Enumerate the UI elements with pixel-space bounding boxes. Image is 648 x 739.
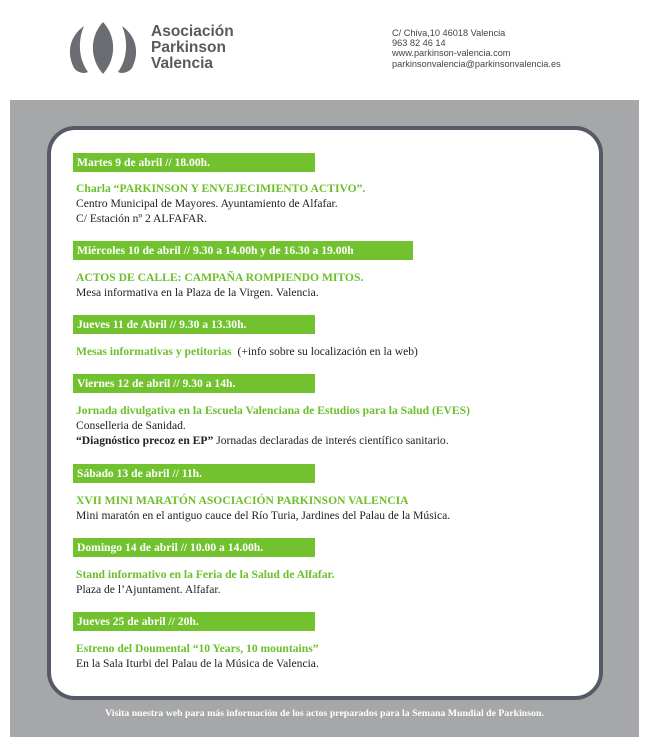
event-date-1: Martes 9 de abril // 18.00h.: [73, 153, 315, 172]
event-line: Mini maratón en el antiguo cauce del Río Turia, Jardines del Palau de la Música.: [76, 509, 451, 522]
address: C/ Chiva,10 46018 Valencia: [392, 28, 506, 38]
event-line: Plaza de l’Ajuntament. Alfafar.: [76, 583, 221, 596]
event-title-7: Estreno del Doumental “10 Years, 10 mountains”: [76, 642, 319, 655]
tulip-logo-icon: [62, 22, 144, 74]
event-date-6: Domingo 14 de abril // 10.00 a 14.00h.: [73, 538, 315, 557]
website-link[interactable]: www.parkinson-valencia.com: [392, 48, 511, 59]
event-date-5: Sábado 13 de abril // 11h.: [73, 464, 315, 483]
event-title-6: Stand informativo en la Feria de la Salud de Alfafar.: [76, 568, 335, 581]
event-line: C/ Estación nº 2 ALFAFAR.: [76, 212, 208, 225]
event-title-2: ACTOS DE CALLE: CAMPAÑA ROMPIENDO MITOS.: [76, 271, 364, 284]
event-date-2: Miércoles 10 de abril // 9.30 a 14.00h y de 16.30 a 19.00h: [73, 241, 413, 260]
header: [0, 0, 648, 100]
event-line: Conselleria de Sanidad.: [76, 419, 186, 432]
footer-text: Visita nuestra web para más información de los actos preparados para la Semana Mundial de Parkinson.: [105, 708, 544, 719]
event-title-1: Charla “PARKINSON Y ENVEJECIMIENTO ACTIVO”.: [76, 182, 366, 195]
email-link[interactable]: parkinsonvalencia@parkinsonvalencia.es: [392, 58, 561, 69]
event-line: Mesa informativa en la Plaza de la Virgen. Valencia.: [76, 286, 319, 299]
event-date-3: Jueves 11 de Abril // 9.30 a 13.30h.: [73, 315, 315, 334]
event-line: En la Sala Iturbi del Palau de la Música de Valencia.: [76, 657, 319, 670]
event-note: (+info sobre su localización en la web): [237, 345, 418, 358]
event-line: Centro Municipal de Mayores. Ayuntamiento de Alfafar.: [76, 197, 338, 210]
event-title-4: Jornada divulgativa en la Escuela Valenciana de Estudios para la Salud (EVES): [76, 404, 470, 417]
event-date-7: Jueves 25 de abril // 20h.: [73, 612, 315, 631]
event-title-3: Mesas informativas y petitorias (+info sobre su localización en la web): [76, 345, 418, 358]
event-date-4: Viernes 12 de abril // 9.30 a 14h.: [73, 374, 315, 393]
event-line: “Diagnóstico precoz en EP” Jornadas declaradas de interés científico sanitario.: [76, 434, 449, 447]
phone: 963 82 46 14: [392, 38, 446, 49]
contact-info: [392, 28, 561, 69]
event-title-5: XVII MINI MARATÓN ASOCIACIÓN PARKINSON VALENCIA: [76, 494, 409, 507]
organization-name: Asociación Parkinson Valencia: [151, 23, 234, 72]
